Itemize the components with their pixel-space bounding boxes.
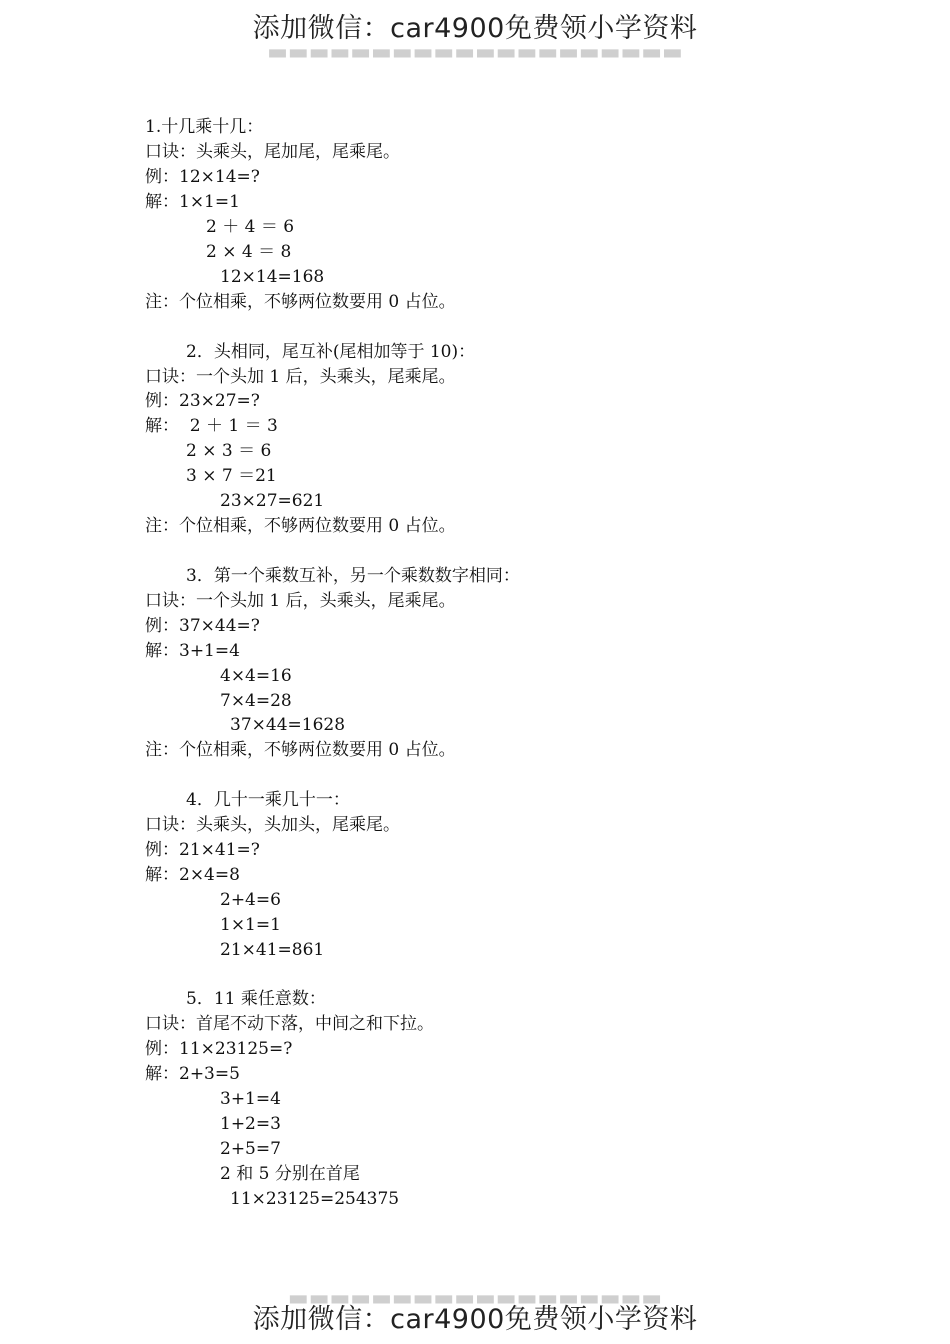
section-2-result: 23×27=621: [220, 491, 325, 511]
section-3-step: 4×4=16: [220, 666, 292, 686]
section-5-step: 解：2+3=5: [145, 1064, 240, 1084]
section-2-step: 解： 2 ＋ 1 ＝ 3: [145, 416, 278, 436]
section-2-note: 注：个位相乘，不够两位数要用 0 占位。: [145, 516, 456, 536]
section-2-step: 3 × 7 ＝21: [186, 466, 277, 486]
section-4-mnemonic: 口诀：头乘头，头加头，尾乘尾。: [145, 815, 400, 835]
section-2-mnemonic: 口诀：一个头加 1 后，头乘头，尾乘尾。: [145, 367, 456, 387]
section-3-heading: 3．第一个乘数互补，另一个乘数数字相同：: [186, 566, 520, 586]
section-1-step: 解：1×1=1: [145, 192, 240, 212]
section-5-heading: 5．11 乘任意数：: [186, 989, 326, 1009]
section-5-example: 例：11×23125=?: [145, 1039, 293, 1059]
section-5-step: 1+2=3: [220, 1114, 281, 1134]
section-5-mnemonic: 口诀：首尾不动下落，中间之和下拉。: [145, 1014, 434, 1034]
section-5-step: 3+1=4: [220, 1089, 281, 1109]
section-3-result: 37×44=1628: [230, 715, 346, 735]
section-2-step: 2 × 3 ＝ 6: [186, 441, 272, 461]
cropped-header-text: ▬▬▬▬▬▬▬▬▬▬▬▬▬▬▬▬▬▬▬▬: [267, 40, 683, 65]
section-5-result: 11×23125=254375: [230, 1189, 400, 1209]
section-3-step: 7×4=28: [220, 691, 292, 711]
section-1-example: 例：12×14=?: [145, 167, 260, 187]
section-3-step: 解：3+1=4: [145, 641, 240, 661]
section-1-mnemonic: 口诀：头乘头，尾加尾，尾乘尾。: [145, 142, 400, 162]
watermark-bottom: 添加微信：car4900免费领小学资料: [252, 1304, 698, 1335]
section-3-mnemonic: 口诀：一个头加 1 后，头乘头，尾乘尾。: [145, 591, 456, 611]
section-4-result: 21×41=861: [220, 940, 325, 960]
watermark-top: 添加微信：car4900免费领小学资料: [252, 13, 698, 44]
section-4-example: 例：21×41=?: [145, 840, 260, 860]
section-4-step: 1×1=1: [220, 915, 281, 935]
section-1-heading: 1.十几乘十几：: [145, 117, 264, 137]
section-1-step: 2 × 4 ＝ 8: [206, 242, 292, 262]
section-2-heading: 2．头相同，尾互补(尾相加等于 10)：: [186, 342, 476, 362]
section-5-step: 2 和 5 分别在首尾: [220, 1164, 360, 1184]
section-4-step: 2+4=6: [220, 890, 281, 910]
section-2-example: 例：23×27=?: [145, 391, 260, 411]
section-1-step: 2 ＋ 4 ＝ 6: [206, 217, 295, 237]
section-1-result: 12×14=168: [220, 267, 325, 287]
section-3-example: 例：37×44=?: [145, 616, 260, 636]
section-1-note: 注：个位相乘，不够两位数要用 0 占位。: [145, 292, 456, 312]
section-4-step: 解：2×4=8: [145, 865, 240, 885]
section-5-step: 2+5=7: [220, 1139, 281, 1159]
section-4-heading: 4．几十一乘几十一：: [186, 790, 350, 810]
cropped-footer-text: ▬▬▬▬▬▬▬▬▬▬▬▬▬▬▬▬▬▬: [287, 1286, 663, 1311]
section-3-note: 注：个位相乘，不够两位数要用 0 占位。: [145, 740, 456, 760]
